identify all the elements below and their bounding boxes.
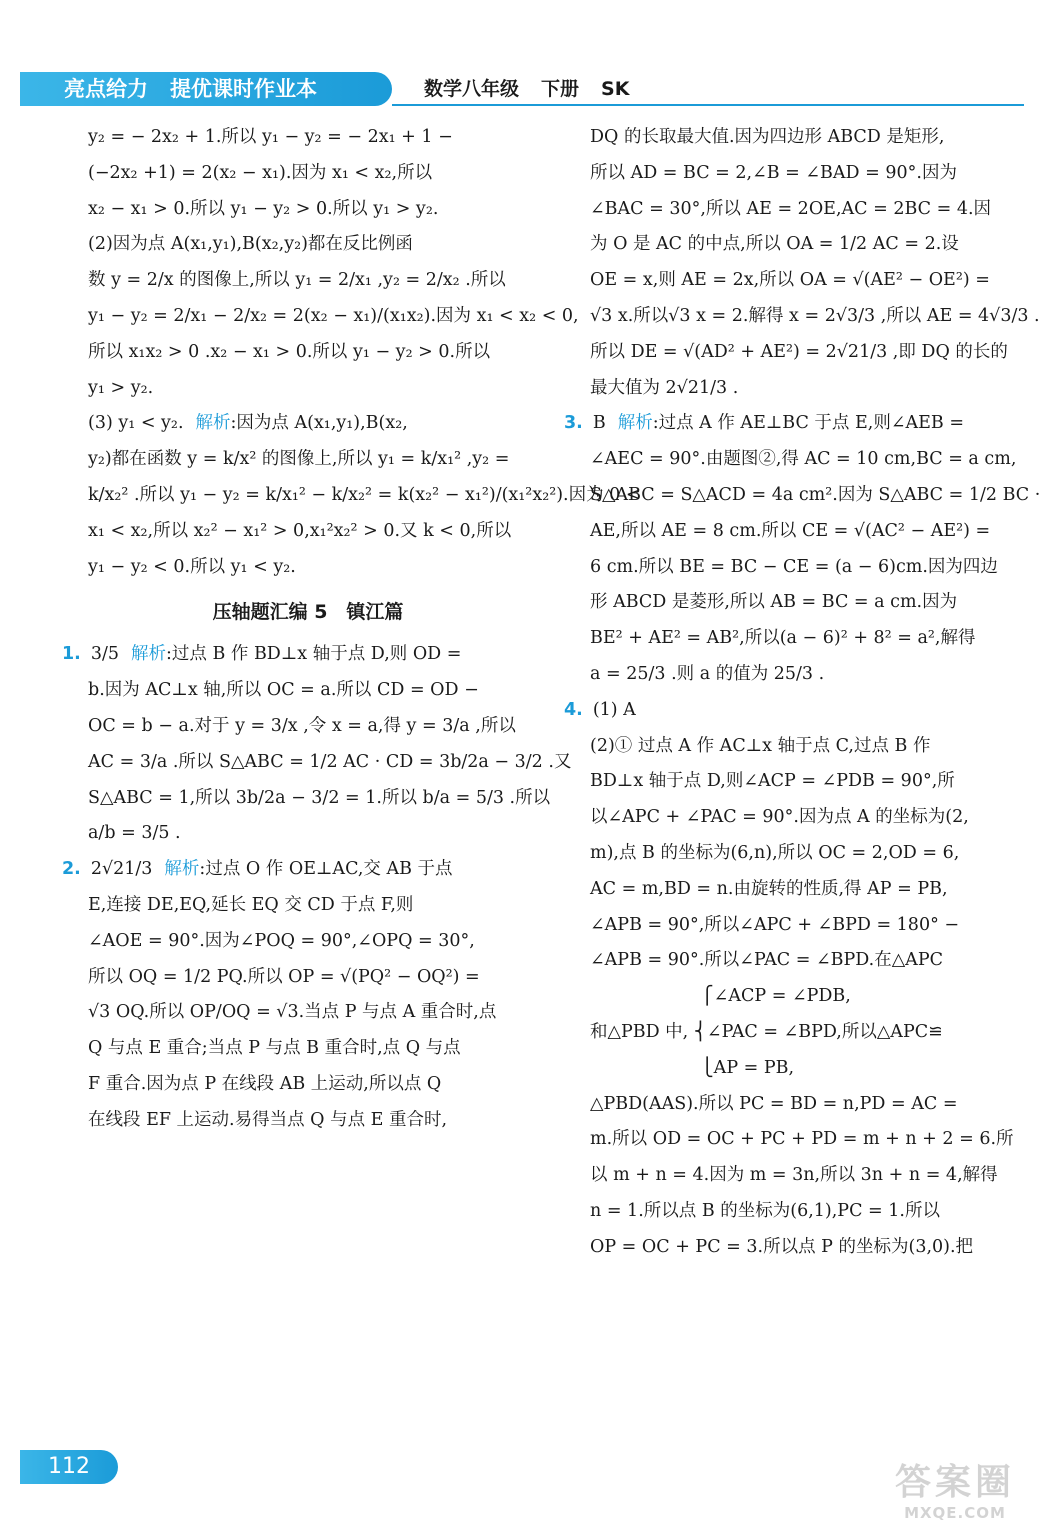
line-text: ⎩AP = PB, (590, 1057, 795, 1078)
line-text: m),点 B 的坐标为(6,n),所以 OC = 2,OD = 6, (590, 842, 960, 863)
text-line (88, 1103, 528, 1139)
analysis-label: 解析 (617, 413, 653, 434)
text-line (88, 299, 579, 335)
text-line (62, 637, 528, 673)
line-text-rest: :过点 B 作 BD⊥x 轴于点 D,则 OD = (166, 644, 462, 665)
line-text: y₁ − y₂ = 2/x₁ − 2/x₂ = 2(x₂ − x₁)/(x₁x₂).因为 x₁ < x₂ < 0, (88, 305, 579, 326)
line-text: 最大值为 2√21/3 . (590, 377, 739, 398)
line-text: 3/5 (90, 644, 119, 665)
line-text: OE = x,则 AE = 2x,所以 OA = √(AE² − OE²) = (590, 270, 990, 291)
line-text: 以∠APC + ∠PAC = 90°.因为点 A 的坐标为(2, (590, 807, 969, 828)
text-line (590, 371, 1030, 407)
text-line (590, 908, 1030, 944)
line-text: AC = m,BD = n.由旋转的性质,得 AP = PB, (590, 878, 948, 899)
line-text: OC = b − a.对于 y = 3/x ,令 x = a,得 y = 3/a ,所以 (88, 715, 516, 736)
line-text: BE² + AE² = AB²,所以(a − 6)² + 8² = a²,解得 (590, 628, 976, 649)
page-number: 112 (20, 1450, 118, 1484)
line-text: 为 O 是 AC 的中点,所以 OA = 1/2 AC = 2.设 (590, 234, 959, 255)
question-number: 1. (62, 644, 81, 665)
line-text: √3 OQ.所以 OP/OQ = √3.当点 P 与点 A 重合时,点 (88, 1002, 497, 1023)
line-text: (2)① 过点 A 作 AC⊥x 轴于点 C,过点 B 作 (590, 735, 931, 756)
text-line (88, 371, 528, 407)
text-line (62, 852, 528, 888)
line-text: 6 cm.所以 BE = BC − CE = (a − 6)cm.因为四边 (590, 556, 998, 577)
line-text-rest: :过点 A 作 AE⊥BC 于点 E,则∠AEB = (652, 413, 964, 434)
text-line (88, 1031, 528, 1067)
line-text: y₂ = − 2x₂ + 1.所以 y₁ − y₂ = − 2x₁ + 1 − (88, 127, 453, 147)
volume: 下册 (541, 78, 580, 100)
book-info (424, 72, 651, 106)
line-text-rest: :过点 O 作 OE⊥AC,交 AB 于点 (199, 859, 453, 880)
text-line (590, 1122, 1030, 1158)
text-line (590, 657, 1030, 693)
text-line (590, 514, 1030, 550)
text-line (564, 406, 1030, 442)
line-text: (2)因为点 A(x₁,y₁),B(x₂,y₂)都在反比例函 (88, 234, 413, 255)
line-text: 数 y = 2/x 的图像上,所以 y₁ = 2/x₁ ,y₂ = 2/x₂ .所以 (88, 270, 506, 291)
line-text: (3) y₁ < y₂. (88, 413, 184, 434)
line-text: (−2x₂ +1) = 2(x₂ − x₁).因为 x₁ < x₂,所以 (88, 162, 433, 183)
line-text: DQ 的长取最大值.因为四边形 ABCD 是矩形, (590, 127, 945, 147)
line-text: 所以 AD = BC = 2,∠B = ∠BAD = 90°.因为 (590, 162, 957, 183)
line-text: F 重合.因为点 P 在线段 AB 上运动,所以点 Q (88, 1073, 442, 1094)
line-text: S△ABC = 1,所以 3b/2a − 3/2 = 1.所以 b/a = 5/3 .所以 (88, 787, 551, 808)
text-line (590, 836, 1030, 872)
line-text: OP = OC + PC = 3.所以点 P 的坐标为(3,0).把 (590, 1236, 974, 1257)
brand-banner (20, 72, 392, 106)
analysis-label: 解析 (131, 644, 166, 665)
text-line (590, 227, 1030, 263)
text-line (88, 781, 551, 817)
line-text: x₂ − x₁ > 0.所以 y₁ − y₂ > 0.所以 y₁ > y₂. (88, 198, 439, 219)
line-text: 以 m + n = 4.因为 m = 3n,所以 3n + n = 4,解得 (590, 1165, 998, 1186)
analysis-label: 解析 (195, 413, 231, 434)
question-number: 3. (564, 413, 583, 434)
line-text: y₁ − y₂ < 0.所以 y₁ < y₂. (88, 556, 296, 577)
text-line (590, 1194, 1030, 1230)
line-text: B (592, 413, 606, 434)
line-text: 所以 x₁x₂ > 0 .x₂ − x₁ > 0.所以 y₁ − y₂ > 0.所以 (88, 341, 491, 362)
text-line (88, 335, 528, 371)
text-line (590, 1015, 1030, 1051)
text-line (88, 156, 528, 192)
line-text: E,连接 DE,EQ,延长 EQ 交 CD 于点 F,则 (88, 894, 414, 915)
text-line (590, 299, 1040, 335)
line-text: b.因为 AC⊥x 轴,所以 OC = a.所以 CD = OD − (88, 680, 479, 701)
text-line (88, 478, 641, 514)
text-line (88, 120, 528, 156)
text-line (590, 478, 1041, 514)
text-line (590, 263, 1030, 299)
line-text: 和△PBD 中, ⎨∠PAC = ∠BPD,所以△APC≌ (590, 1021, 943, 1042)
line-text: S△ABC = S△ACD = 4a cm².因为 S△ABC = 1/2 BC · (590, 484, 1041, 505)
text-line (88, 816, 528, 852)
question-number: 4. (564, 699, 583, 720)
text-line (88, 995, 528, 1031)
text-line (88, 442, 528, 478)
line-text: ∠AOE = 90°.因为∠POQ = 90°,∠OPQ = 30°, (88, 930, 475, 951)
line-text: ⎧∠ACP = ∠PDB, (590, 986, 851, 1007)
text-line (590, 872, 1030, 908)
text-line (88, 745, 572, 781)
text-line (88, 673, 528, 709)
line-text: ∠BAC = 30°,所以 AE = 2OE,AC = 2BC = 4.因 (590, 198, 992, 219)
text-line (590, 621, 1030, 657)
page-header (0, 0, 1050, 108)
text-line (590, 335, 1030, 371)
line-text: ∠AEC = 90°.由题图②,得 AC = 10 cm,BC = a cm, (590, 449, 1017, 470)
text-line (590, 120, 1030, 156)
watermark-url: MXQE.COM (904, 1504, 1006, 1522)
line-text: m.所以 OD = OC + PC + PD = m + n + 2 = 6.所 (590, 1129, 1014, 1150)
line-text: n = 1.所以点 B 的坐标为(6,1),PC = 1.所以 (590, 1200, 940, 1221)
edition: SK (601, 78, 630, 100)
line-text: x₁ < x₂,所以 x₂² − x₁² > 0,x₁²x₂² > 0.又 k < 0,所以 (88, 520, 512, 541)
text-line (590, 764, 1030, 800)
section-title: 压轴题汇编 5 镇江篇 (212, 601, 404, 624)
watermark-logo-text: 答案圈 (894, 1462, 1015, 1503)
line-text: 所以 OQ = 1/2 PQ.所以 OP = √(PQ² − OQ²) = (88, 966, 480, 987)
text-line (88, 192, 528, 228)
line-text: 在线段 EF 上运动.易得当点 Q 与点 E 重合时, (88, 1109, 448, 1130)
text-line (590, 1051, 1030, 1087)
line-text: 所以 DE = √(AD² + AE²) = 2√21/3 ,即 DQ 的长的 (590, 341, 1008, 362)
line-text: √3 x.所以√3 x = 2.解得 x = 2√3/3 ,所以 AE = 4√3/3 . (590, 305, 1040, 326)
line-text: 形 ABCD 是菱形,所以 AB = BC = a cm.因为 (590, 592, 958, 613)
line-text: BD⊥x 轴于点 D,则∠ACP = ∠PDB = 90°,所 (590, 771, 955, 792)
text-line (88, 888, 528, 924)
text-line (590, 1087, 1030, 1123)
text-line (590, 1158, 1030, 1194)
text-line (590, 943, 1030, 979)
text-line (88, 514, 528, 550)
text-line (590, 729, 1030, 765)
subject-grade: 数学八年级 (424, 78, 520, 100)
text-line (88, 227, 528, 263)
text-line (88, 709, 528, 745)
right-column (564, 120, 1041, 1266)
text-line (590, 585, 1030, 621)
text-line (590, 442, 1030, 478)
text-line (88, 960, 528, 996)
series-name: 提优课时作业本 (170, 77, 317, 101)
text-line (88, 550, 528, 586)
line-text: y₁ > y₂. (88, 377, 154, 398)
line-text: y₂)都在函数 y = k/x² 的图像上,所以 y₁ = k/x₁² ,y₂ = (88, 449, 510, 470)
watermark-logo (870, 1462, 1040, 1532)
line-text: k/x₂² .所以 y₁ − y₂ = k/x₁² − k/x₂² = k(x₂² − x₁²)/(x₁²x₂²).因为 0 < (88, 484, 641, 505)
brand-name: 亮点给力 (64, 77, 148, 101)
header-divider (392, 104, 1024, 106)
question-number: 2. (62, 859, 81, 880)
line-text: △PBD(AAS).所以 PC = BD = n,PD = AC = (590, 1093, 958, 1114)
line-text: AE,所以 AE = 8 cm.所以 CE = √(AC² − AE²) = (590, 520, 991, 541)
line-text: 2√21/3 (90, 859, 153, 880)
text-line (564, 693, 1030, 729)
line-text: a/b = 3/5 . (88, 823, 181, 844)
line-text: AC = 3/a .所以 S△ABC = 1/2 AC · CD = 3b/2a − 3/2 .又 (88, 751, 572, 772)
text-line (590, 979, 1030, 1015)
line-text: ∠APB = 90°.所以∠PAC = ∠BPD.在△APC (590, 950, 943, 971)
analysis-label: 解析 (164, 859, 200, 880)
line-text: ∠APB = 90°,所以∠APC + ∠BPD = 180° − (590, 914, 960, 935)
text-line (590, 1230, 1030, 1266)
text-line (88, 406, 528, 442)
line-text: a = 25/3 .则 a 的值为 25/3 . (590, 663, 825, 684)
text-line (88, 924, 528, 960)
line-text: (1) A (592, 699, 636, 720)
text-line (590, 192, 1030, 228)
line-text-rest: :因为点 A(x₁,y₁),B(x₂, (230, 413, 408, 434)
text-line (590, 800, 1030, 836)
line-text: Q 与点 E 重合;当点 P 与点 B 重合时,点 Q 与点 (88, 1038, 461, 1059)
text-line (590, 156, 1030, 192)
text-line (88, 1067, 528, 1103)
text-line (590, 550, 1030, 586)
text-line (88, 263, 528, 299)
